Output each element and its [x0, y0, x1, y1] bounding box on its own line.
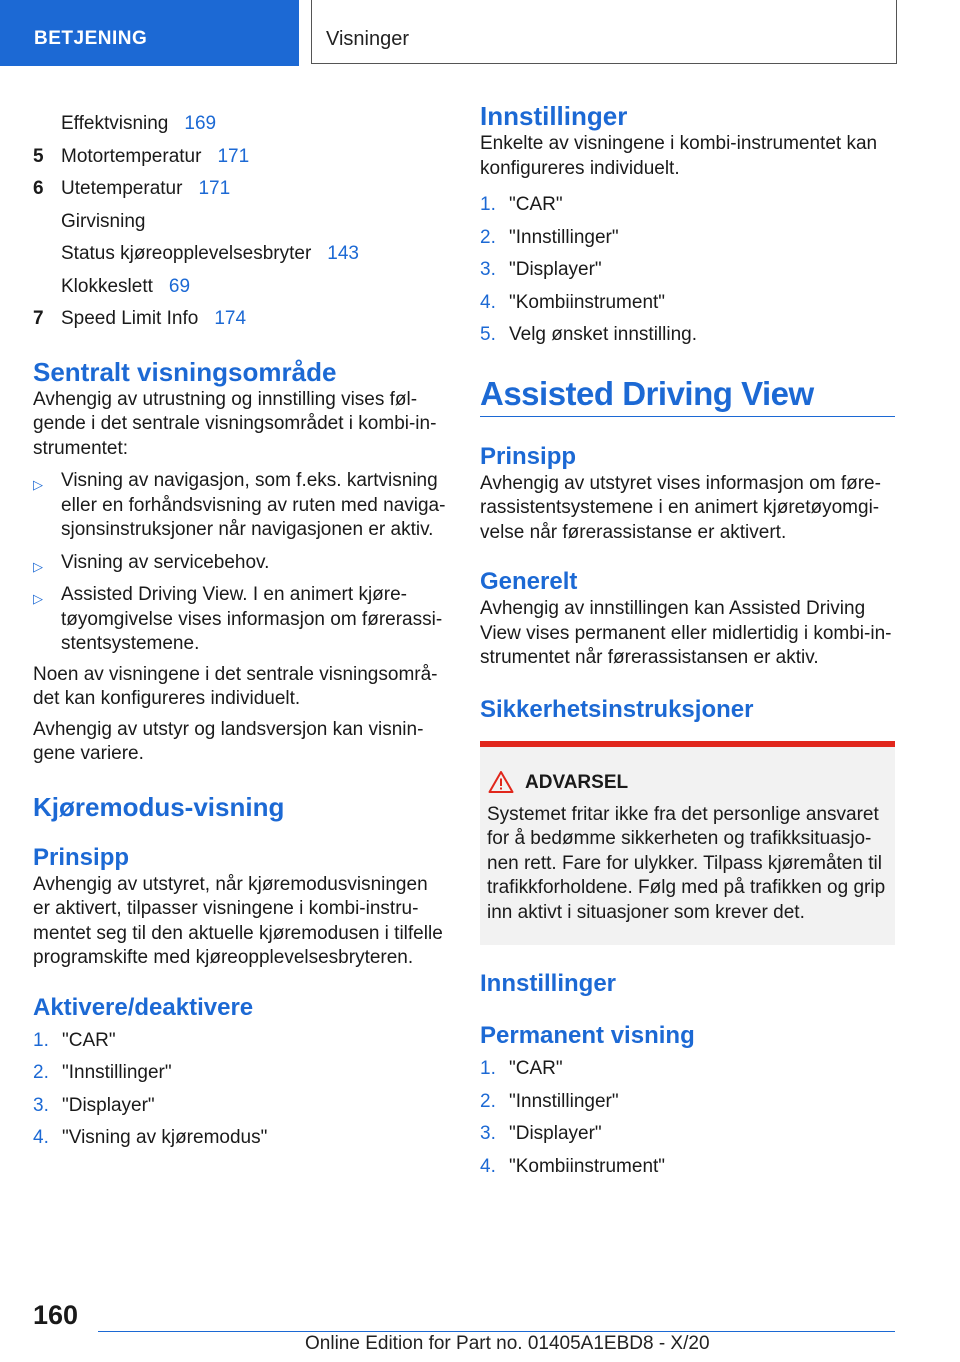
list-item: 2. "Innstillinger": [33, 1062, 172, 1083]
activate-heading: Aktivere/deaktivere: [33, 993, 254, 1021]
bullet-item: ▷ Assisted Driving View. I en animert kjøre-tøyomgivelse vises informasjon om førerassi-stentsystemene.: [33, 584, 443, 654]
page-ref-link[interactable]: 171: [217, 145, 250, 167]
adv-heading: Assisted Driving View: [480, 374, 814, 412]
adv-settings-heading: Innstillinger: [480, 970, 617, 997]
central-heading: Sentralt visningsområde: [33, 356, 337, 387]
page-number: 160: [33, 1300, 79, 1330]
adv-general-heading: Generelt: [480, 568, 578, 595]
warning-title: ADVARSEL: [487, 769, 887, 797]
permanent-steps: [480, 1053, 895, 1183]
page-ref-link[interactable]: 169: [184, 113, 217, 134]
central-paragraph: Noen av visningene i det sentrale visningsområ-det kan konfigureres individuelt.: [33, 663, 438, 709]
list-item: 2. "Innstillinger": [480, 226, 619, 248]
central-intro: Avhengig av utrustning og innstilling vises føl-gende i det sentrale visningsområdet i kombi-in-strumentet:: [33, 388, 437, 459]
bullet-item: ▷ Visning av servicebehov.: [33, 551, 448, 576]
list-item: 5. Velg ønsket innstilling.: [480, 324, 697, 345]
section-label: BETJENING: [34, 28, 148, 49]
chapter-tab: [311, 0, 897, 64]
list-item: 3. "Displayer": [480, 259, 602, 280]
list-item: 4. "Kombiinstrument": [480, 1155, 666, 1177]
settings-heading: Innstillinger: [480, 101, 628, 131]
triangle-bullet-icon: ▷: [33, 558, 43, 574]
drive-mode-principle-text: Avhengig av utstyret, når kjøremodusvisningen er aktivert, tilpasser visningene i kombi-instru-mentet seg til den aktuelle kjøremodusen i tilfelle programskifte med kjøreopplevelsesbryteren.: [33, 873, 443, 968]
warning-triangle-icon: [488, 770, 514, 794]
activate-steps: [33, 1025, 448, 1155]
page-header: [0, 0, 960, 66]
left-column: [33, 100, 448, 1155]
list-item: 3. "Displayer": [480, 1123, 602, 1144]
right-column: [480, 100, 895, 1183]
warning-text: Systemet fritar ikke fra det personlige ansvaret for å bedømme sikkerheten og trafikksituasjo-nen rett. Fare for ulykker. Tilpass kjøremåten til trafikkforholdene. Følg med på trafikken og grip inn aktivt i situasjoner som krever det.: [487, 803, 886, 923]
chapter-label: Visninger: [326, 28, 410, 50]
warning-box: [480, 741, 895, 946]
drive-mode-heading: Kjøremodus-visning: [33, 791, 285, 822]
list-item: 2. "Innstillinger": [480, 1090, 619, 1112]
central-paragraph: Avhengig av utstyr og landsversjon kan visnin-gene variere.: [33, 718, 424, 764]
central-bullets: [33, 469, 448, 657]
section-tab: [0, 0, 299, 66]
page-ref-link[interactable]: 171: [198, 178, 231, 199]
settings-steps: [480, 189, 895, 352]
legend-item: Girvisning: [61, 210, 146, 232]
legend-item: 7 Speed Limit Info 174: [33, 308, 247, 329]
footer-rule: [98, 1331, 895, 1332]
bullet-item: ▷ Visning av navigasjon, som f.eks. kartvisning eller en forhåndsvisning av ruten med naviga-sjonsinstruksjoner når navigasjonen er aktiv.: [33, 470, 446, 540]
list-item: 4. "Kombiinstrument": [480, 291, 666, 313]
edition-text: Online Edition for Part no. 01405A1EBD8 - X/20: [305, 1333, 710, 1354]
adv-principle-text: Avhengig av utstyret vises informasjon om føre-rassistentsystemene i en animert kjøretøyomgi-velse når førerassistanse er aktivert.: [480, 472, 881, 543]
permanent-heading: Permanent visning: [480, 1022, 695, 1049]
list-item: 1. "CAR": [480, 1058, 563, 1079]
list-item: 1. "CAR": [480, 194, 563, 215]
list-item: 3. "Displayer": [33, 1094, 155, 1116]
heading-rule: [480, 416, 895, 417]
safety-heading: Sikkerhetsinstruksjoner: [480, 695, 754, 723]
settings-text: Enkelte av visningene i kombi-instrumentet kan konfigureres individuelt.: [480, 133, 878, 179]
legend-item: Effektvisning 169: [61, 113, 217, 134]
triangle-bullet-icon: ▷: [33, 477, 43, 492]
list-item: 1. "CAR": [33, 1029, 116, 1051]
drive-mode-principle-heading: Prinsipp: [33, 843, 130, 871]
adv-principle-heading: Prinsipp: [480, 442, 577, 470]
legend-item: Status kjøreopplevelsesbryter 143: [61, 243, 359, 264]
legend-item: Klokkeslett 69: [61, 275, 191, 297]
page-ref-link[interactable]: 69: [168, 275, 191, 297]
triangle-bullet-icon: ▷: [33, 591, 43, 606]
legend-item: 5 Motortemperatur 171: [33, 145, 250, 167]
page-ref-link[interactable]: 143: [327, 243, 359, 264]
adv-general-text: Avhengig av innstillingen kan Assisted Driving View vises permanent eller midlertidig i kombi-in-strumentet når førerassistansen er aktiv.: [480, 598, 892, 668]
list-item: 4. "Visning av kjøremodus": [33, 1127, 268, 1148]
legend-item: 6 Utetemperatur 171: [33, 178, 231, 199]
page-ref-link[interactable]: 174: [214, 308, 247, 329]
legend-list: [33, 108, 448, 336]
